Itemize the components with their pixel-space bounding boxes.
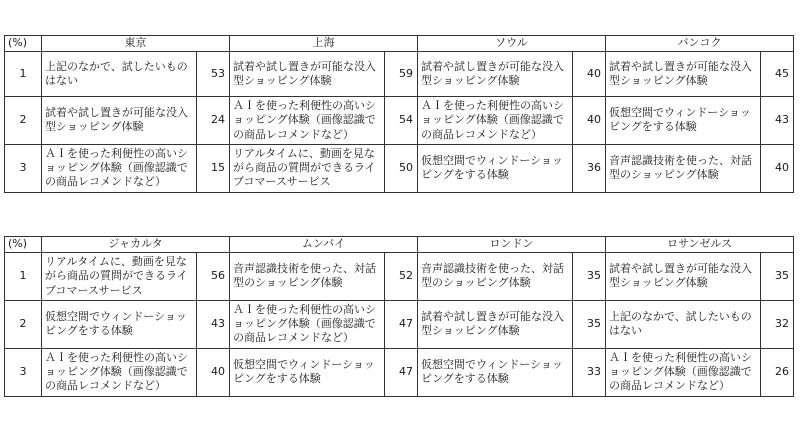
item-text: リアルタイムに、動画を見ながら商品の質問ができるライブコマースサービス bbox=[230, 144, 385, 192]
item-text: ＡＩを使った利便性の高いショッピング体験（画像認識での商品レコメンドなど） bbox=[230, 300, 385, 348]
percent-value: 40 bbox=[761, 144, 794, 192]
city-header: 上海 bbox=[230, 36, 418, 52]
table-row bbox=[5, 348, 794, 396]
item-text: 音声認識技術を使った、対話型のショッピング体験 bbox=[606, 144, 761, 192]
header-row bbox=[5, 36, 794, 52]
percent-value: 53 bbox=[197, 52, 230, 97]
percent-value: 40 bbox=[573, 52, 606, 97]
ranking-table-bottom bbox=[4, 236, 794, 397]
item-text: 仮想空間でウィンドーショッピングをする体験 bbox=[418, 144, 573, 192]
percent-value: 35 bbox=[761, 253, 794, 301]
percent-value: 50 bbox=[385, 144, 418, 192]
percent-value: 40 bbox=[573, 97, 606, 145]
table-row bbox=[5, 253, 794, 301]
percent-value: 47 bbox=[385, 348, 418, 396]
percent-value: 24 bbox=[197, 97, 230, 145]
percent-value: 35 bbox=[573, 300, 606, 348]
item-text: ＡＩを使った利便性の高いショッピング体験（画像認識での商品レコメンドなど） bbox=[42, 348, 197, 396]
percent-value: 43 bbox=[761, 97, 794, 145]
item-text: 試着や試し置きが可能な没入型ショッピング体験 bbox=[230, 52, 385, 97]
unit-header: (%) bbox=[5, 36, 42, 52]
rank-number: 3 bbox=[5, 348, 42, 396]
city-header: ムンバイ bbox=[230, 237, 418, 253]
percent-value: 35 bbox=[573, 253, 606, 301]
item-text: 試着や試し置きが可能な没入型ショッピング体験 bbox=[418, 300, 573, 348]
city-header: ジャカルタ bbox=[42, 237, 230, 253]
table-row bbox=[5, 52, 794, 97]
rank-number: 1 bbox=[5, 52, 42, 97]
city-header: バンコク bbox=[606, 36, 794, 52]
item-text: リアルタイムに、動画を見ながら商品の質問ができるライブコマースサービス bbox=[42, 253, 197, 301]
item-text: 仮想空間でウィンドーショッピングをする体験 bbox=[230, 348, 385, 396]
item-text: ＡＩを使った利便性の高いショッピング体験（画像認識での商品レコメンドなど） bbox=[418, 97, 573, 145]
table-row bbox=[5, 300, 794, 348]
rank-number: 3 bbox=[5, 144, 42, 192]
item-text: 仮想空間でウィンドーショッピングをする体験 bbox=[418, 348, 573, 396]
item-text: ＡＩを使った利便性の高いショッピング体験（画像認識での商品レコメンドなど） bbox=[606, 348, 761, 396]
rank-number: 2 bbox=[5, 300, 42, 348]
item-text: 仮想空間でウィンドーショッピングをする体験 bbox=[606, 97, 761, 145]
percent-value: 52 bbox=[385, 253, 418, 301]
item-text: 上記のなかで、試したいものはない bbox=[42, 52, 197, 97]
percent-value: 59 bbox=[385, 52, 418, 97]
city-header: ソウル bbox=[418, 36, 606, 52]
percent-value: 33 bbox=[573, 348, 606, 396]
table-row bbox=[5, 144, 794, 192]
city-header: 東京 bbox=[42, 36, 230, 52]
percent-value: 26 bbox=[761, 348, 794, 396]
city-header: ロサンゼルス bbox=[606, 237, 794, 253]
table-row bbox=[5, 97, 794, 145]
percent-value: 45 bbox=[761, 52, 794, 97]
percent-value: 47 bbox=[385, 300, 418, 348]
item-text: 音声認識技術を使った、対話型のショッピング体験 bbox=[230, 253, 385, 301]
percent-value: 32 bbox=[761, 300, 794, 348]
item-text: 仮想空間でウィンドーショッピングをする体験 bbox=[42, 300, 197, 348]
item-text: 試着や試し置きが可能な没入型ショッピング体験 bbox=[606, 52, 761, 97]
unit-header: (%) bbox=[5, 237, 42, 253]
percent-value: 56 bbox=[197, 253, 230, 301]
percent-value: 40 bbox=[197, 348, 230, 396]
percent-value: 43 bbox=[197, 300, 230, 348]
item-text: 試着や試し置きが可能な没入型ショッピング体験 bbox=[42, 97, 197, 145]
item-text: 試着や試し置きが可能な没入型ショッピング体験 bbox=[606, 253, 761, 301]
ranking-table-top bbox=[4, 35, 794, 193]
item-text: 試着や試し置きが可能な没入型ショッピング体験 bbox=[418, 52, 573, 97]
item-text: 上記のなかで、試したいものはない bbox=[606, 300, 761, 348]
item-text: 音声認識技術を使った、対話型のショッピング体験 bbox=[418, 253, 573, 301]
rank-number: 2 bbox=[5, 97, 42, 145]
percent-value: 54 bbox=[385, 97, 418, 145]
percent-value: 15 bbox=[197, 144, 230, 192]
item-text: ＡＩを使った利便性の高いショッピング体験（画像認識での商品レコメンドなど） bbox=[42, 144, 197, 192]
rank-number: 1 bbox=[5, 253, 42, 301]
city-header: ロンドン bbox=[418, 237, 606, 253]
item-text: ＡＩを使った利便性の高いショッピング体験（画像認識での商品レコメンドなど） bbox=[230, 97, 385, 145]
header-row bbox=[5, 237, 794, 253]
percent-value: 36 bbox=[573, 144, 606, 192]
